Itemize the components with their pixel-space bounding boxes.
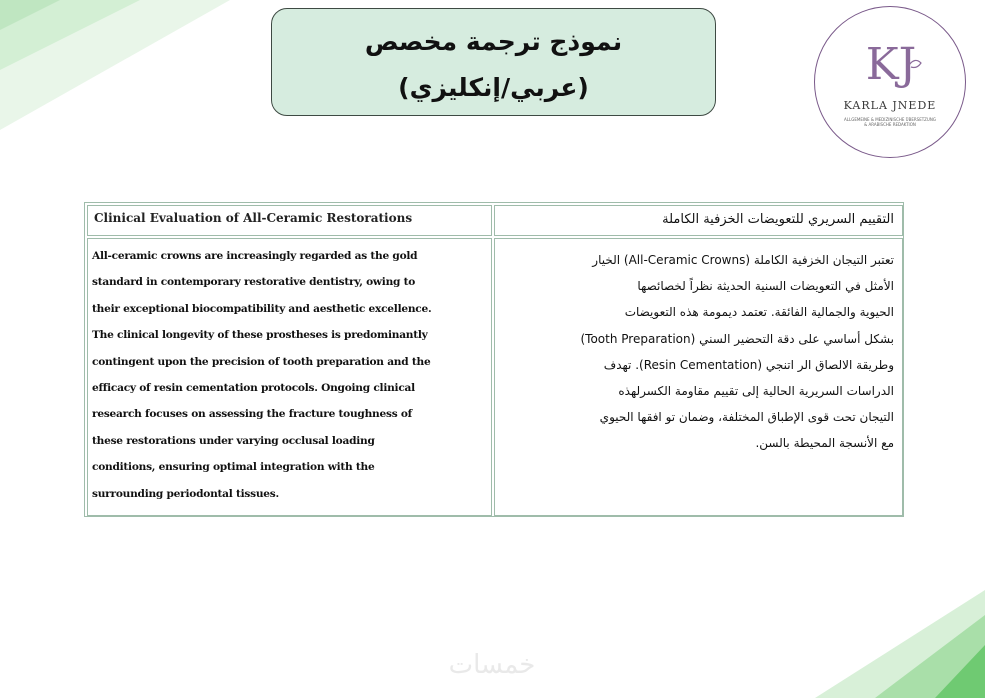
english-line: surrounding periodontal tissues.: [92, 487, 279, 500]
title-line-2: (عربي/إنكليزي): [398, 73, 589, 102]
top-left-decoration: [0, 0, 230, 130]
title-banner: [271, 8, 716, 116]
arabic-line: الحيوية والجمالية الفائقة. تعتمد ديمومة هذه التعويضات: [624, 305, 894, 320]
arabic-body-cell: [494, 238, 903, 516]
arabic-line: الأمثل في التعويضات السنية الحديثة نظراً لخصائصها: [637, 279, 894, 294]
kj-monogram-icon: [851, 35, 931, 95]
arabic-heading-cell: [494, 205, 903, 236]
english-line: standard in contemporary restorative dentistry, owing to: [92, 276, 416, 289]
english-body: [92, 243, 488, 507]
watermark: خمسات: [448, 650, 536, 680]
logo-subtitle-line-1: ALLGEMEINE & MEDIZINISCHE ÜBERSETZUNG: [844, 117, 936, 122]
english-line: their exceptional biocompatibility and aesthetic excellence.: [92, 302, 432, 315]
logo-subtitle: [831, 117, 949, 127]
logo-subtitle-line-2: & ARABISCHE REDAKTION: [864, 122, 916, 127]
english-line: efficacy of resin cementation protocols. Ongoing clinical: [92, 382, 415, 395]
bottom-right-decoration: [815, 590, 985, 698]
arabic-line: بشكل أساسي على دقة التحضير السني (Tooth Preparation): [580, 331, 894, 346]
arabic-line: التيجان تحت قوى الإطباق المختلفة، وضمان تو افقها الحيوي: [599, 410, 894, 425]
english-line: research focuses on assessing the fracture toughness of: [92, 408, 412, 421]
arabic-heading: التقييم السريري للتعويضات الخزفية الكاملة: [662, 212, 894, 227]
arabic-line: وطريقة الالصاق الر اتنجي (Resin Cementation). تهدف: [603, 357, 894, 372]
english-line: The clinical longevity of these prostheses is predominantly: [92, 329, 428, 342]
title-line-1: نموذج ترجمة مخصص: [364, 27, 623, 56]
english-heading-cell: [87, 205, 492, 236]
english-heading: Clinical Evaluation of All-Ceramic Restorations: [94, 211, 413, 225]
arabic-line: مع الأنسجة المحيطة بالسن.: [755, 436, 894, 451]
logo-name: KARLA JNEDE: [843, 99, 937, 112]
english-line: All-ceramic crowns are increasingly regarded as the gold: [92, 250, 418, 262]
arabic-body: [498, 247, 894, 457]
brand-logo: [814, 6, 966, 158]
english-body-cell: [87, 238, 492, 516]
english-line: these restorations under varying occlusal loading: [92, 434, 375, 447]
english-line: contingent upon the precision of tooth preparation and the: [92, 355, 431, 368]
arabic-line: تعتبر التيجان الخزفية الكاملة (All-Ceramic Crowns) الخيار: [592, 253, 894, 267]
translation-table: [84, 202, 904, 517]
english-line: conditions, ensuring optimal integration with the: [92, 461, 375, 474]
arabic-line: الدراسات السريرية الحالية إلى تقييم مقاومة الكسرلهذه: [618, 384, 894, 399]
logo-monogram: KJ: [865, 39, 917, 90]
